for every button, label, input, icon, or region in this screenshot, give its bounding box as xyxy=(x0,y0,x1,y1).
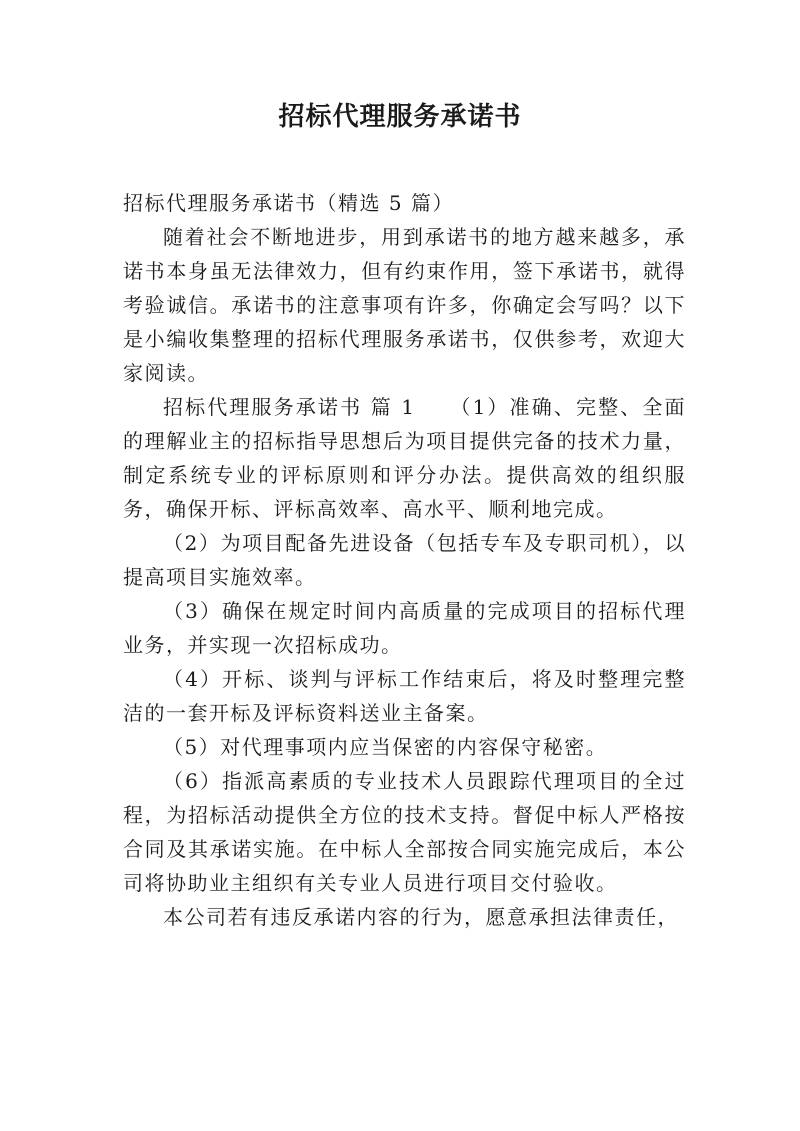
document-body xyxy=(123,186,686,934)
intro-paragraph: 随着社会不断地进步，用到承诺书的地方越来越多，承诺书本身虽无法律效力，但有约束作用，签下承诺书，就得考验诚信。承诺书的注意事项有许多，你确定会写吗？以下是小编收集整理的招标代理服务承诺书，仅供参考，欢迎大家阅读。 xyxy=(123,225,686,385)
item-3-paragraph: （3）确保在规定时间内高质量的完成项目的招标代理业务，并实现一次招标成功。 xyxy=(123,599,686,657)
document-subtitle: 招标代理服务承诺书（精选 5 篇） xyxy=(123,191,454,215)
item-4-paragraph: （4）开标、谈判与评标工作结束后，将及时整理完整洁的一套开标及评标资料送业主备案。 xyxy=(123,667,686,725)
closing-paragraph: 本公司若有违反承诺内容的行为，愿意承担法律责任， xyxy=(163,905,679,929)
section-1-paragraph: 招标代理服务承诺书 篇 1 （1）准确、完整、全面的理解业主的招标指导思想后为项目提供完备的技术力量，制定系统专业的评标原则和评分办法。提供高效的组织服务，确保开标、评标高效率、高水平、顺利地完成。 xyxy=(123,395,686,521)
document-title: 招标代理服务承诺书 xyxy=(278,102,522,132)
item-6-paragraph: （6）指派高素质的专业技术人员跟踪代理项目的全过程，为招标活动提供全方位的技术支持。督促中标人严格按合同及其承诺实施。在中标人全部按合同实施完成后，本公司将协助业主组织有关专业人员进行项目交付验收。 xyxy=(123,769,686,895)
item-2-paragraph: （2）为项目配备先进设备（包括专车及专职司机），以提高项目实施效率。 xyxy=(123,531,686,589)
item-5-paragraph: （5）对代理事项内应当保密的内容保守秘密。 xyxy=(163,735,608,759)
